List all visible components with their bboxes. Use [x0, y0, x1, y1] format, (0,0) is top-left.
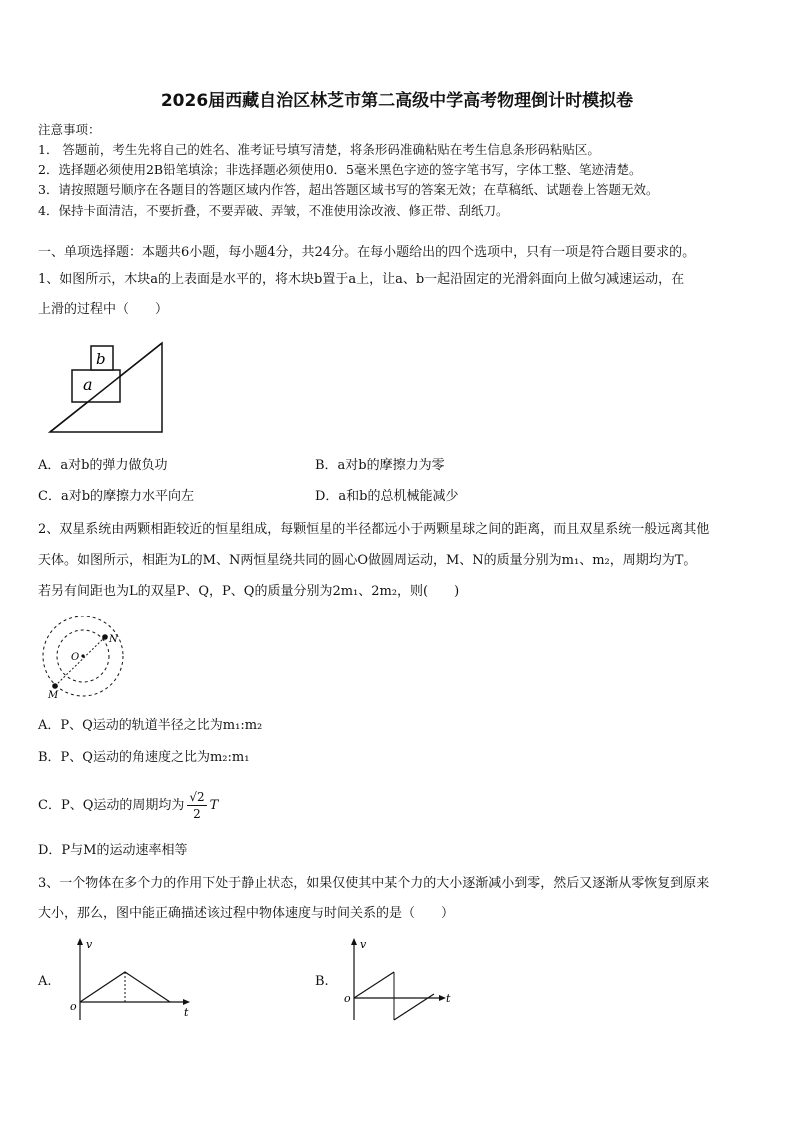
star-n	[102, 634, 108, 640]
notice-heading: 注意事项：	[38, 122, 101, 137]
q3-graph-b	[342, 936, 472, 1026]
graph-b-curve-up	[354, 972, 394, 998]
q1-stem-line2: 上滑的过程中（ ）	[38, 302, 169, 317]
q3-graph-a	[68, 936, 198, 1026]
q1-option-c: C．a对b的摩擦力水平向左	[38, 489, 195, 504]
star-m-label: M	[48, 690, 59, 700]
graph-b-v-label: v	[360, 938, 367, 951]
notice-item-2: 2．选择题必须使用2B铅笔填涂；非选择题必须使用0．5毫米黑色字迹的签字笔书写，字体工整、笔迹清楚。	[38, 162, 642, 177]
q1-stem-line1: 1、如图所示，木块a的上表面是水平的，将木块b置于a上，让a、b一起沿固定的光滑斜面向上做匀减速运动，在	[38, 272, 685, 287]
q3-stem-line2: 大小，那么，图中能正确描述该过程中物体速度与时间关系的是（ ）	[38, 906, 455, 921]
q2-binary-star-figure	[38, 616, 138, 700]
block-b-label: b	[96, 350, 106, 368]
q3-stem-line1: 3、一个物体在多个力的作用下处于静止状态，如果仅使其中某个力的大小逐渐减小到零，然后又逐渐从零恢复到原来	[38, 876, 710, 891]
graph-a-v-label: v	[86, 938, 93, 951]
notice-item-1: 1． 答题前，考生先将自己的姓名、准考证号填写清楚，将条形码准确粘贴在考生信息条形码粘贴区。	[38, 142, 600, 157]
q2-option-d: D．P与M的运动速率相等	[38, 843, 188, 858]
star-n-label: N	[109, 634, 118, 645]
fraction-denominator: 2	[193, 807, 201, 821]
fraction-numerator: √2	[189, 790, 205, 804]
q2-option-c-suffix: T	[209, 798, 219, 813]
q1-option-d: D．a和b的总机械能减少	[315, 489, 459, 504]
q2-option-c-fraction	[187, 789, 206, 822]
exam-title: 2026届西藏自治区林芝市第二高级中学高考物理倒计时模拟卷	[160, 91, 634, 111]
block-a	[72, 370, 120, 402]
notice-item-3: 3．请按照题号顺序在各题目的答题区域内作答，超出答题区域书写的答案无效；在草稿纸、试题卷上答题无效。	[38, 182, 659, 197]
graph-a-t-label: t	[184, 1006, 189, 1019]
star-m	[52, 683, 58, 689]
q2-stem-line1: 2、双星系统由两颗相距较近的恒星组成，每颗恒星的半径都远小于两颗星球之间的距离，而且双星系统一般远离其他	[38, 522, 710, 537]
q2-stem-line3: 若另有间距也为L的双星P、Q，P、Q的质量分别为2m₁、2m₂，则( )	[38, 584, 460, 599]
q2-option-a: A．P、Q运动的轨道半径之比为m₁:m₂	[38, 718, 263, 733]
q3-option-a-label: A.	[38, 974, 52, 989]
block-a-label: a	[83, 375, 93, 394]
q2-stem-line2: 天体。如图所示，相距为L的M、N两恒星绕共同的圆心O做圆周运动，M、N的质量分别为m₁、m₂，周期均为T。	[38, 553, 697, 568]
q1-option-b: B．a对b的摩擦力为零	[315, 458, 445, 473]
q3-option-b-label: B.	[315, 974, 329, 989]
center-label: O	[71, 652, 80, 663]
q1-option-a: A．a对b的弹力做负功	[38, 458, 168, 473]
graph-a-origin-label: o	[70, 1000, 77, 1013]
q2-option-b: B．P、Q运动的角速度之比为m₂:m₁	[38, 750, 250, 765]
graph-b-origin-label: o	[344, 992, 351, 1005]
graph-b-t-label: t	[446, 992, 451, 1005]
q2-option-c	[38, 784, 218, 828]
notice-item-4: 4．保持卡面清洁，不要折叠，不要弄破、弄皱，不准使用涂改液、修正带、刮纸刀。	[38, 203, 509, 218]
q1-incline-figure	[46, 340, 166, 436]
q2-option-c-text: C．P、Q运动的周期均为	[38, 798, 185, 813]
section-heading: 一、单项选择题：本题共6小题，每小题4分，共24分。在每小题给出的四个选项中，只有一项是符合题目要求的。	[38, 245, 696, 260]
